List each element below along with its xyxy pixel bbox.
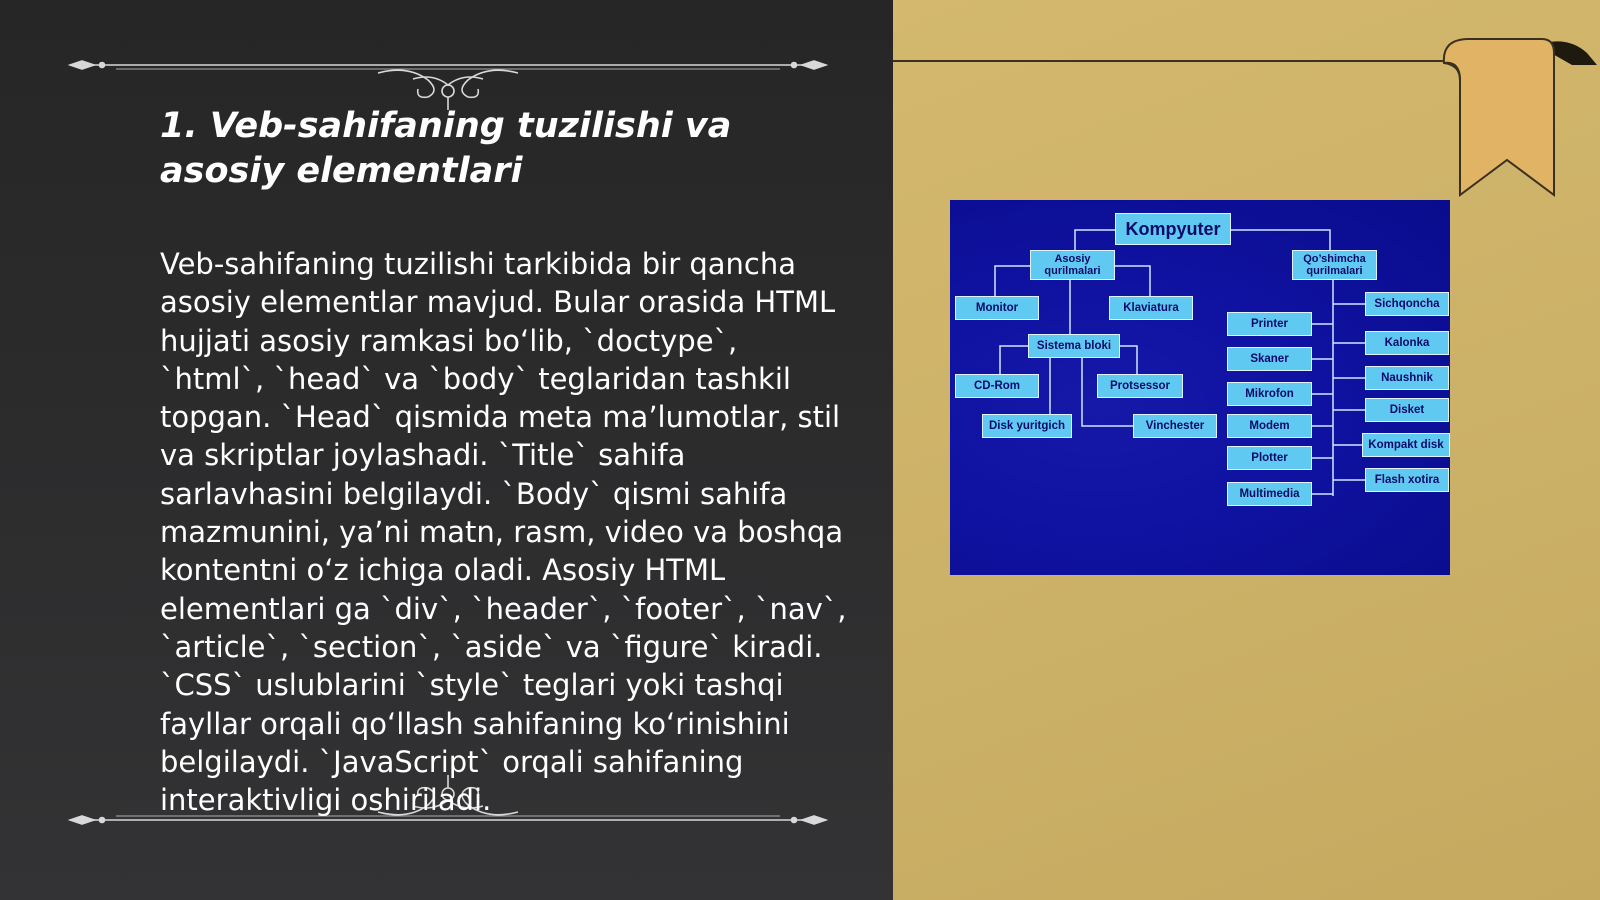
node-extra-devices: Qo’shimcha qurilmalari	[1292, 250, 1377, 280]
accent-line	[893, 60, 1453, 62]
node-headphones: Naushnik	[1365, 366, 1449, 390]
node-flash-memory: Flash xotira	[1365, 468, 1449, 492]
node-keyboard: Klaviatura	[1109, 296, 1193, 320]
node-hdd: Vinchester	[1133, 414, 1217, 438]
node-cdrom: CD-Rom	[955, 374, 1039, 398]
node-disk-drive: Disk yuritgich	[982, 414, 1072, 438]
node-microphone: Mikrofon	[1227, 382, 1312, 406]
node-multimedia: Multimedia	[1227, 482, 1312, 506]
node-mouse: Sichqoncha	[1365, 292, 1449, 316]
node-system-unit: Sistema bloki	[1028, 334, 1120, 358]
node-printer: Printer	[1227, 312, 1312, 336]
node-compact-disk: Kompakt disk	[1362, 433, 1450, 457]
node-monitor: Monitor	[955, 296, 1039, 320]
node-modem: Modem	[1227, 414, 1312, 438]
node-floppy: Disket	[1365, 398, 1449, 422]
node-kompyuter: Kompyuter	[1115, 213, 1231, 245]
bookmark-ribbon-icon	[1432, 35, 1600, 205]
computer-devices-diagram	[950, 200, 1450, 575]
node-processor: Protsessor	[1097, 374, 1183, 398]
slide-title: 1. Veb-sahifaning tuzilishi va asosiy elementlari	[160, 106, 732, 191]
node-speakers: Kalonka	[1365, 331, 1449, 355]
node-scanner: Skaner	[1227, 347, 1312, 371]
node-plotter: Plotter	[1227, 446, 1312, 470]
node-main-devices: Asosiy qurilmalari	[1030, 250, 1115, 280]
slide-body-text: Veb-sahifaning tuzilishi tarkibida bir qancha asosiy elementlar mavjud. Bular orasida HTML hujjati asosiy ramkasi bo‘lib, `doctype`, `html`, `head` va `body` teglaridan tashkil topgan. `Head` qismida meta ma’lumotlar, stil va skriptlar joylashadi. `Title` sahifa sarlavhasini belgilaydi. `Body` qismi sahifa mazmunini, ya’ni matn, rasm, video va boshqa kontentni o‘z ichiga oladi. Asosiy HTML elementlari ga `div`, `header`, `footer`, `nav`, `article`, `section`, `aside` va `figure` kiradi. `CSS` uslublarini `style` teglari yoki tashqi fayllar orqali qo‘llash sahifaning ko‘rinishini belgilaydi. `JavaScript` orqali sahifaning interaktivligi oshiriladi.	[160, 247, 847, 818]
